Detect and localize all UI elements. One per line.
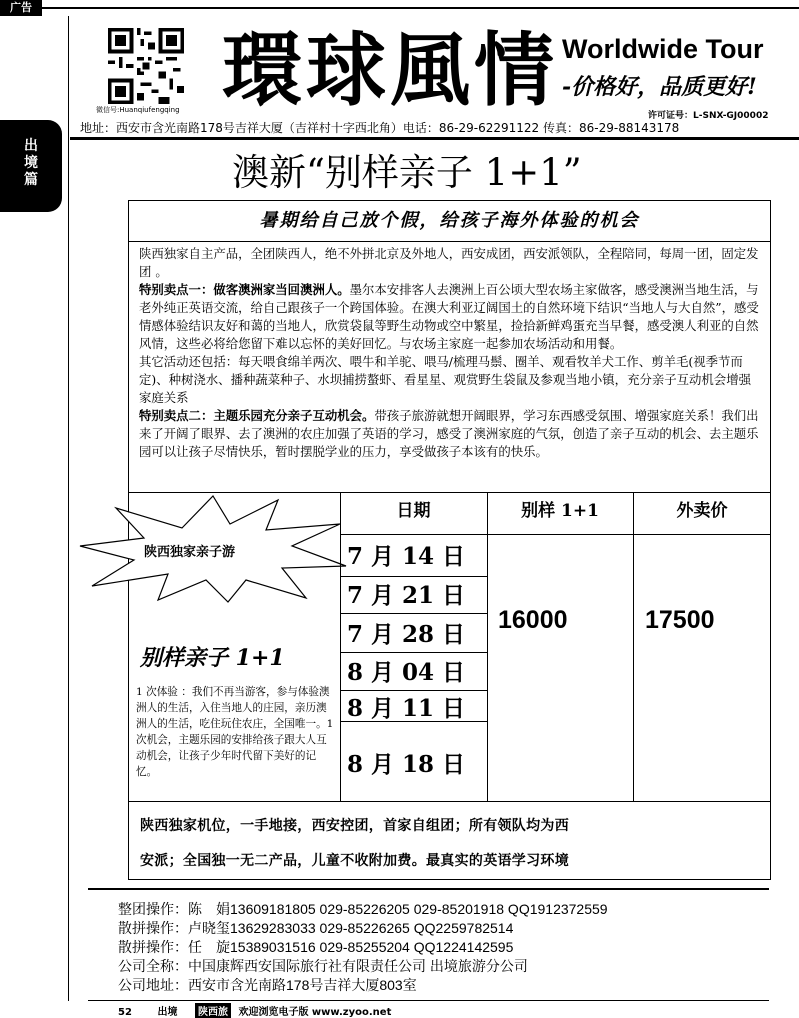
table-bottom-rule — [128, 801, 771, 802]
col-header-special: 别样 1+1 — [521, 501, 599, 521]
notice-line-2: 安派；全国独一无二产品，儿童不收附加费。最真实的英语学习环境 — [140, 853, 569, 869]
table-row-rule — [340, 652, 487, 653]
qr-code-icon — [108, 28, 184, 104]
box-headline: 暑期给自己放个假，给孩子海外体验的机会 — [128, 200, 771, 242]
table-row-rule — [340, 613, 487, 614]
desc-point1-extra: 其它活动还包括：每天喂食绵羊两次、喂牛和羊驼、喂马/梳理马鬃、圈羊、观看牧羊犬工作、剪羊毛(视季节而定)、种树浇水、播种蔬菜种子、水坝捕捞螯虾、看星星、观赏野生袋鼠及参观当地小镇，充分亲子互动机会增强家庭关系 — [139, 354, 751, 405]
ad-tag: 广告 — [0, 0, 42, 16]
contact-line: 散拼操作：任 旋15389031516 029-85255204 QQ1224142595 — [118, 939, 514, 955]
magazine-logo: 陕西旅 — [195, 1003, 231, 1018]
brand-title: 環球風情 — [222, 23, 558, 117]
desc-point2 — [139, 407, 761, 461]
product-description — [139, 245, 761, 461]
contact-rule — [88, 888, 769, 890]
table-divider — [487, 493, 488, 801]
col-header-date: 日期 — [396, 501, 431, 521]
point1-text: 墨尔本安排客人去澳洲上百公顷大型农场主家做客，感受澳洲当地生活，与老外纯正英语交流，给自己跟孩子一个跨国体验。在澳大利亚辽阔国土的自然环境下结识“当地人与大自然”，感受情感体验结识友好和蔼的当地人，欣赏袋鼠等野生动物或空中繁星，捡拾新鲜鸡蛋充当早餐，感受澳人利亚的自然风情，这些必将给您留下难以忘怀的美好回忆。与农场主家庭一起参加农场活动和用餐。 — [139, 282, 759, 351]
table-divider — [633, 493, 634, 801]
date-row: 8 月 11 日 — [347, 695, 466, 722]
side-tab — [0, 120, 62, 212]
date-row: 8 月 18 日 — [347, 751, 466, 778]
contact-line: 公司全称：中国康辉西安国际旅行社有限责任公司 出境旅游分公司 — [118, 958, 528, 974]
date-row: 8 月 04 日 — [347, 659, 466, 686]
footer-tagline[interactable]: 欢迎浏览电子版 www.zyoo.net — [238, 1007, 392, 1018]
contact-line: 整团操作：陈 娟13609181805 029-85226205 029-85201918 QQ1912372559 — [118, 901, 608, 917]
date-row: 7 月 14 日 — [347, 543, 466, 570]
desc-intro: 陕西独家自主产品，全团陕西人，绝不外拼北京及外地人，西安成团，西安派领队，全程陪同，每周一团，固定发团 。 — [139, 246, 759, 279]
price-retail: 17500 — [645, 606, 715, 634]
promo-description: 1 次体验 ：我们不再当游客，参与体验澳洲人的生活，入住当地人的庄园，亲历澳洲人的生活，吃住玩住农庄，全国唯一。1 次机会，主题乐园的安排给孩子跟大人互动机会，让孩子少年时代留下美好的记忆。 — [136, 686, 334, 778]
starburst-text: 陕西独家亲子游 — [144, 545, 236, 560]
desc-rule — [128, 492, 771, 493]
section-name: 出境 — [157, 1007, 178, 1018]
point1-title: 特别卖点一：做客澳洲家当回澳洲人。 — [139, 282, 350, 297]
point2-title: 特别卖点二：主题乐园充分亲子互动机会。 — [139, 408, 375, 423]
brand-slogan: -价格好，品质更好! — [562, 74, 757, 100]
contact-line: 散拼操作：卢晓玺13629283033 029-85226265 QQ2259782514 — [118, 920, 514, 936]
contact-line: 公司地址：西安市含光南路178号吉祥大厦803室 — [118, 977, 417, 993]
price-special: 16000 — [498, 606, 568, 634]
left-margin-rule — [68, 16, 69, 1001]
address-line: 地址：西安市含光南路178号吉祥大厦（吉祥村十字西北角）电话：86-29-62291122 传真：86-29-88143178 — [80, 121, 680, 135]
header-rule — [70, 137, 799, 140]
table-header-rule — [340, 534, 771, 535]
page-number: 52 — [118, 1007, 132, 1018]
side-tab-label: 出境篇 — [24, 138, 38, 188]
table-divider — [340, 493, 341, 801]
footer — [118, 1003, 391, 1018]
top-rule — [42, 7, 799, 9]
page-title: 澳新“别样亲子 1+1” — [232, 151, 582, 194]
notice-line-1: 陕西独家机位，一手地接，西安控团，首家自组团；所有领队均为西 — [140, 818, 569, 834]
col-header-retail: 外卖价 — [676, 501, 728, 521]
qr-caption: 微信号:Huanqiufengqing — [96, 106, 180, 114]
date-row: 7 月 21 日 — [347, 582, 466, 609]
license-number: 许可证号：L-SNX-GJ00002 — [648, 111, 769, 121]
promo-name: 别样亲子 1+1 — [140, 645, 285, 671]
point2-text: 带孩子旅游就想开阔眼界，学习东西感受氛围、增强家庭关系！我们出来了开阔了眼界、去了澳洲的农庄加强了英语的学习，感受了澳洲家庭的气氛，创造了亲子互动的机会、去主题乐园可以让孩子尽情快乐，暂时摆脱学业的压力，享受做孩子本该有的快乐。 — [139, 408, 759, 459]
footer-rule — [88, 1000, 769, 1001]
desc-point1 — [139, 281, 761, 353]
brand-english-title: Worldwide Tour — [562, 34, 764, 64]
date-row: 7 月 28 日 — [347, 621, 466, 648]
